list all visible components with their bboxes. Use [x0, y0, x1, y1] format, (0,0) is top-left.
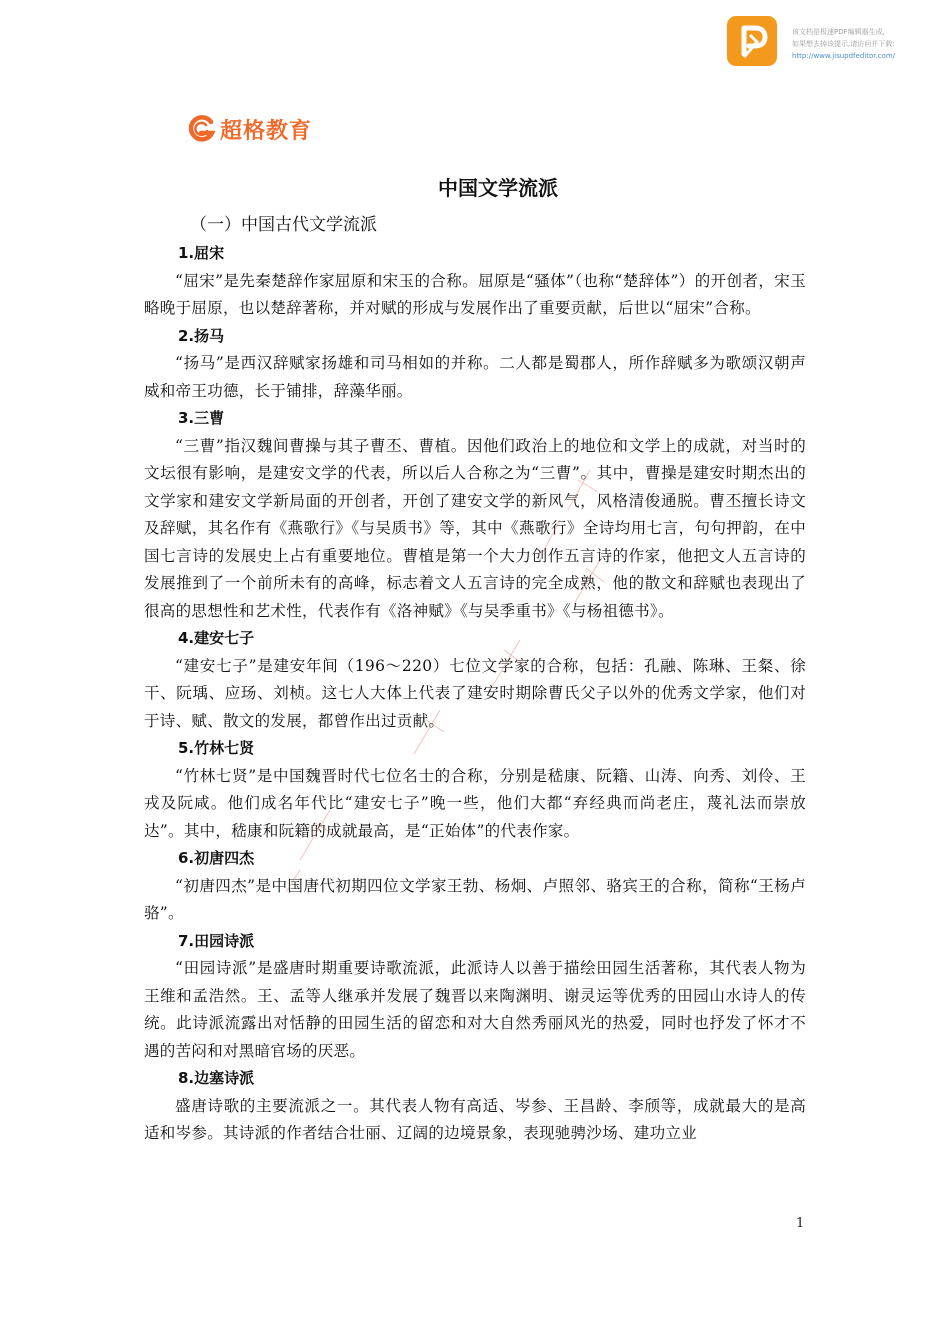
- item-heading-chutang-sijie: 6.初唐四杰: [178, 849, 255, 867]
- item-paragraph-zhulin-qixian: “竹林七贤”是中国魏晋时代七位名士的合称，分别是嵇康、阮籍、山涛、向秀、刘伶、王戎及阮咸。他们成名年代比“建安七子”晚一些，他们大都“弃经典而尚老庄，蔑礼法而崇放达”。其中，嵇康和阮籍的成就最高，是“正始体”的代表作家。: [144, 766, 806, 840]
- brand-logo: [186, 114, 312, 144]
- item-heading-jianan-qizi: 4.建安七子: [178, 629, 255, 647]
- item-paragraph-yangma: “扬马”是西汉辞赋家扬雄和司马相如的并称。二人都是蜀郡人，所作辞赋多为歌颂汉朝声威和帝王功德，长于铺排，辞藻华丽。: [144, 354, 806, 400]
- section-heading: （一）中国古代文学流派: [190, 215, 377, 235]
- editor-notice-line-1: 该文档是极速PDF编辑器生成,: [792, 28, 885, 36]
- item-heading-biansai-shipai: 8.边塞诗派: [178, 1069, 255, 1087]
- item-heading-zhulin-qixian: 5.竹林七贤: [178, 739, 255, 757]
- pdf-editor-badge: [727, 16, 777, 66]
- item-paragraph-tianyuan-shipai: “田园诗派”是盛唐时期重要诗歌流派，此派诗人以善于描绘田园生活著称，其代表人物为王维和孟浩然。王、孟等人继承并发展了魏晋以来陶渊明、谢灵运等优秀的田园山水诗人的传统。此诗派流露出对恬静的田园生活的留恋和对大自然秀丽风光的热爱，同时也抒发了怀才不遇的苦闷和对黑暗官场的厌恶。: [144, 959, 806, 1060]
- item-paragraph-quson: “屈宋”是先秦楚辞作家屈原和宋玉的合称。屈原是“骚体”（也称“楚辞体”）的开创者，宋玉略晚于屈原，也以楚辞著称，并对赋的形成与发展作出了重要贡献，后世以“屈宋”合称。: [144, 271, 806, 317]
- item-paragraph-chutang-sijie: “初唐四杰”是中国唐代初期四位文学家王勃、杨炯、卢照邻、骆宾王的合称，简称“王杨卢骆”。: [144, 876, 806, 922]
- item-heading-tianyuan-shipai: 7.田园诗派: [178, 931, 255, 950]
- g-logo-icon: [186, 114, 216, 144]
- item-paragraph-biansai-shipai: 盛唐诗歌的主要流派之一。其代表人物有高适、岑参、王昌龄、李颀等，成就最大的是高适和岑参。其诗派的作者结合壮丽、辽阔的边境景象，表现驰骋沙场、建功立业: [144, 1096, 806, 1142]
- page-number: 1: [796, 1216, 805, 1231]
- editor-notice-line-2: 如果想去掉该提示,请访问并下载:: [792, 40, 895, 48]
- item-paragraph-jianan-qizi: “建安七子”是建安年间（196～220）七位文学家的合称，包括：孔融、陈琳、王粲、徐干、阮瑀、应玚、刘桢。这七人大体上代表了建安时期除曹氏父子以外的优秀文学家，他们对于诗、赋、散文的发展，都曾作出过贡献。: [144, 656, 806, 730]
- editor-notice: [792, 26, 942, 62]
- editor-notice-url[interactable]: http://www.jisupdfeditor.com/: [792, 52, 896, 60]
- pdf-p-icon: [727, 16, 777, 66]
- item-heading-quson: 1.屈宋: [178, 244, 225, 262]
- brand-logo-text: 超格教育: [220, 118, 313, 144]
- item-heading-yangma: 2.扬马: [178, 326, 225, 345]
- document-body: [144, 210, 806, 1148]
- item-heading-sancao: 3.三曹: [178, 409, 225, 427]
- item-paragraph-sancao: “三曹”指汉魏间曹操与其子曹丕、曹植。因他们政治上的地位和文学上的成就，对当时的文坛很有影响，是建安文学的代表，所以后人合称之为“三曹”。其中，曹操是建安时期杰出的文学家和建安文学新局面的开创者，开创了建安文学的新风气，风格清俊通脱。曹丕擅长诗文及辞赋，其名作有《燕歌行》《与吴质书》等，其中《燕歌行》全诗均用七言，句句押韵，在中国七言诗的发展史上占有重要地位。曹植是第一个大力创作五言诗的作家，他把文人五言诗的发展推到了一个前所未有的高峰，标志着文人五言诗的完全成熟，他的散文和辞赋也表现出了很高的思想性和艺术性，代表作有《洛神赋》《与吴季重书》《与杨祖德书》。: [144, 436, 806, 620]
- document-title: 中国文学流派: [438, 176, 558, 200]
